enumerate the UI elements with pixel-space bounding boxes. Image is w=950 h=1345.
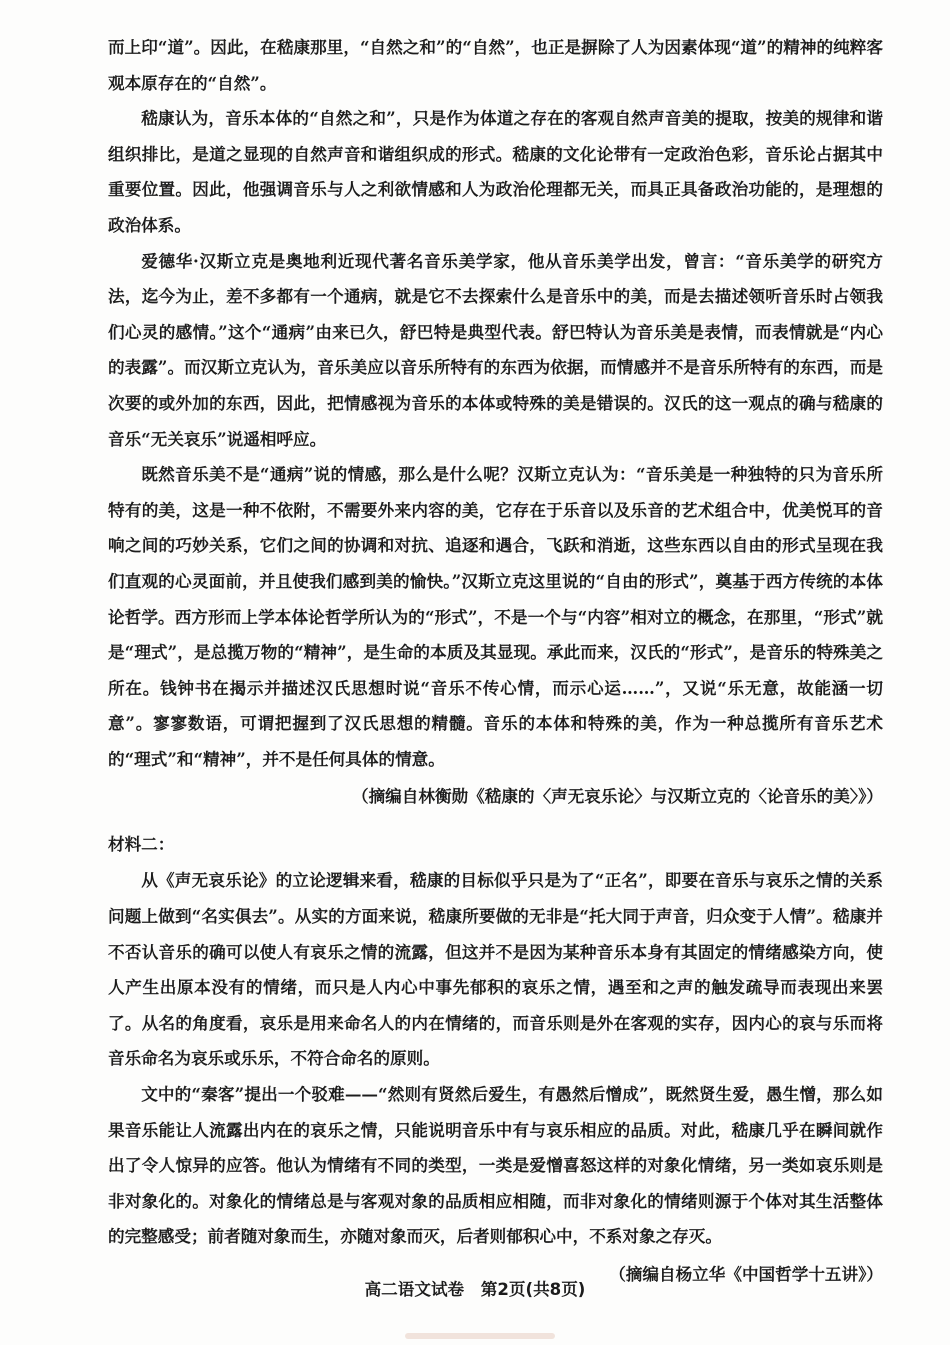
page-footer: 高二语文试卷 第2页(共8页) xyxy=(364,1280,586,1299)
paragraph-music-beauty-form: 既然音乐美不是“通病”说的情感，那么是什么呢？汉斯立克认为：“音乐美是一种独特的只为音乐所特有的美，这是一种不依附，不需要外来内容的美，它存在于乐音以及乐音的艺术组合中，优美悦耳的音响之间的巧妙关系，它们之间的协调和对抗、追逐和遇合，飞跃和消逝，这些东西以自由的形式呈现在我们直观的心灵面前，并且使我们感到美的愉快。”汉斯立克这里说的“自由的形式”，奠基于西方传统的本体论哲学。西方形而上学本体论哲学所认为的“形式”，不是一个与“内容”相对立的概念，在那里，“形式”就是“理式”，是总揽万物的“精神”，是生命的本质及其显现。承此而来，汉氏的“形式”，是音乐的特殊美之所在。钱钟书在揭示并描述汉氏思想时说“音乐不传心情，而示心运……”，又说“乐无意，故能涵一切意”。寥寥数语，可谓把握到了汉氏思想的精髓。音乐的本体和特殊的美，作为一种总揽所有音乐艺术的“理式”和“精神”，并不是任何具体的情意。 xyxy=(108,464,883,769)
paragraph-qin-ke-objection: 文中的“秦客”提出一个驳难——“然则有贤然后爱生，有愚然后憎成”，既然贤生爱，愚生憎，那么如果音乐能让人流露出内在的哀乐之情，只能说明音乐中有与哀乐相应的品质。对此，嵇康几乎在瞬间就作出了令人惊异的应答。他认为情绪有不同的类型，一类是爱憎喜怒这样的对象化情绪，另一类如哀乐则是非对象化的。对象化的情绪总是与客观对象的品质相应相随，而非对象化的情绪则源于个体对其生活整体的完整感受；前者随对象而生，亦随对象而灭，后者则郁积心中，不系对象之存灭。 xyxy=(108,1084,883,1247)
paragraph-name-and-reality: 从《声无哀乐论》的立论逻辑来看，嵇康的目标似乎只是为了“正名”，即要在音乐与哀乐之情的关系问题上做到“名实俱去”。从实的方面来说，嵇康所要做的无非是“托大同于声音，归众变于人情”。嵇康并不否认音乐的确可以使人有哀乐之情的流露，但这并不是因为某种音乐本身有其固定的情绪感染方向，使人产生出原本没有的情绪，而只是人内心中事先郁积的哀乐之情，遇至和之声的触发疏导而表现出来罢了。从名的角度看，哀乐是用来命名人的内在情绪的，而音乐则是外在客观的实存，因内心的哀与乐而将音乐命名为哀乐或乐乐，不符合命名的原则。 xyxy=(108,870,883,1069)
scan-artifact-bar xyxy=(405,1333,555,1339)
source-citation-1: （摘编自林衡勋《嵇康的〈声无哀乐论〉与汉斯立克的〈论音乐的美〉》） xyxy=(352,787,883,807)
paragraph-jikang-natural-harmony: 嵇康认为，音乐本体的“自然之和”，只是作为体道之存在的客观自然声音美的提取，按美的规律和谐组织排比，是道之显现的自然声音和谐组织成的形式。嵇康的文化论带有一定政治色彩，音乐论占据其中重要位置。因此，他强调音乐与人之利欲情感和人为政治伦理都无关，而具正具备政治功能的，是理想的政治体系。 xyxy=(108,108,883,235)
material-two-label: 材料二： xyxy=(108,835,175,855)
source-citation-2: （摘编自杨立华《中国哲学十五讲》） xyxy=(609,1265,883,1284)
page-content xyxy=(108,30,883,1293)
paragraph-hanslick-intro: 爱德华·汉斯立克是奥地利近现代著名音乐美学家，他从音乐美学出发，曾言：“音乐美学的研究方法，迄今为止，差不多都有一个通病，就是它不去探索什么是音乐中的美，而是去描述领听音乐时占领我们心灵的感情。”这个“通病”由来已久，舒巴特是典型代表。舒巴特认为音乐美是表情，而表情就是“内心的表露”。而汉斯立克认为，音乐美应以音乐所特有的东西为依据，而情感并不是音乐所特有的东西，而是次要的或外加的东西，因此，把情感视为音乐的本体或特殊的美是错误的。汉氏的这一观点的确与嵇康的音乐“无关哀乐”说遥相呼应。 xyxy=(108,250,883,449)
paragraph-continued: 而上印“道”。因此，在嵇康那里，“自然之和”的“自然”，也正是摒除了人为因素体现“道”的精神的纯粹客观本原存在的“自然”。 xyxy=(108,37,883,93)
